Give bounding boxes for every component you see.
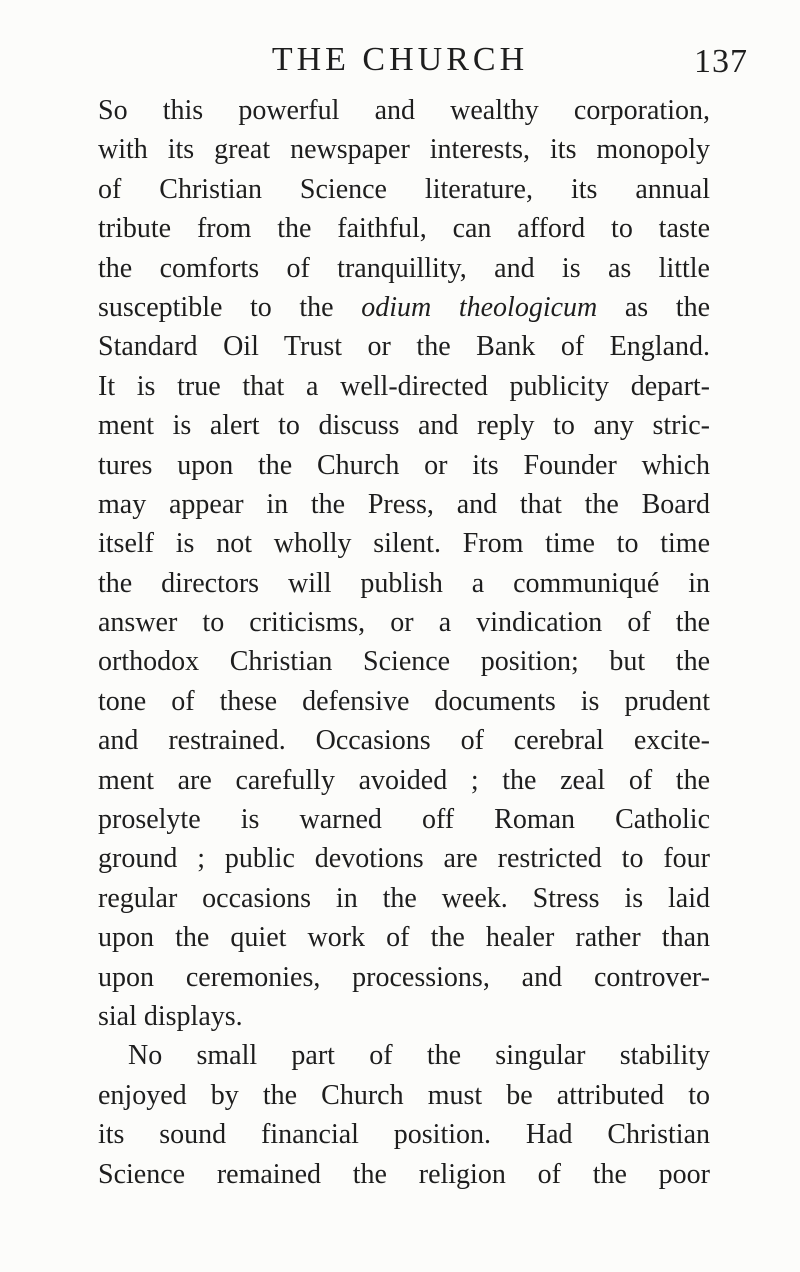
text-line: its sound financial position. Had Christian <box>98 1119 710 1151</box>
text-line: ground ; public devotions are restricted to four <box>98 843 710 875</box>
text-line: regular occasions in the week. Stress is laid <box>98 882 710 914</box>
body-text <box>98 91 710 1194</box>
text-line: of Christian Science literature, its annual <box>98 173 710 205</box>
text-line: the directors will publish a communiqué in <box>98 567 710 599</box>
text-line: proselyte is warned off Roman Catholic <box>98 804 710 836</box>
text-line <box>98 288 710 327</box>
page-number: 137 <box>694 43 748 80</box>
text-line: It is true that a well-directed publicity depart- <box>98 370 710 402</box>
text-line: and restrained. Occasions of cerebral excite- <box>98 725 710 757</box>
text-run: as the <box>597 291 711 323</box>
text-line: tribute from the faithful, can afford to taste <box>98 213 710 245</box>
text-line: upon ceremonies, processions, and controver- <box>98 961 710 993</box>
text-line: upon the quiet work of the healer rather than <box>98 922 710 954</box>
text-line: itself is not wholly silent. From time to time <box>98 528 710 560</box>
text-line: ment are carefully avoided ; the zeal of the <box>98 764 710 796</box>
running-head <box>0 38 800 88</box>
text-line: tone of these defensive documents is prudent <box>98 685 710 717</box>
text-line: may appear in the Press, and that the Board <box>98 488 710 520</box>
text-line: So this powerful and wealthy corporation, <box>98 95 710 126</box>
text-line: the comforts of tranquillity, and is as little <box>98 252 710 284</box>
text-line: with its great newspaper interests, its monopoly <box>98 134 710 166</box>
running-title: THE CHURCH <box>271 41 529 78</box>
text-line: Science remained the religion of the poor <box>98 1158 710 1190</box>
text-line: enjoyed by the Church must be attributed to <box>98 1079 710 1111</box>
text-line: answer to criticisms, or a vindication of the <box>98 607 710 639</box>
text-line: sial displays. <box>98 1000 243 1032</box>
text-line: Standard Oil Trust or the Bank of England. <box>98 331 710 363</box>
text-line: tures upon the Church or its Founder which <box>98 449 710 481</box>
text-line: ment is alert to discuss and reply to any stric- <box>98 410 710 442</box>
italic-phrase: odium theologicum <box>361 291 598 323</box>
text-line: orthodox Christian Science position; but the <box>98 646 710 678</box>
text-run: susceptible to the <box>98 291 362 323</box>
text-line: No small part of the singular stability <box>128 1040 710 1072</box>
